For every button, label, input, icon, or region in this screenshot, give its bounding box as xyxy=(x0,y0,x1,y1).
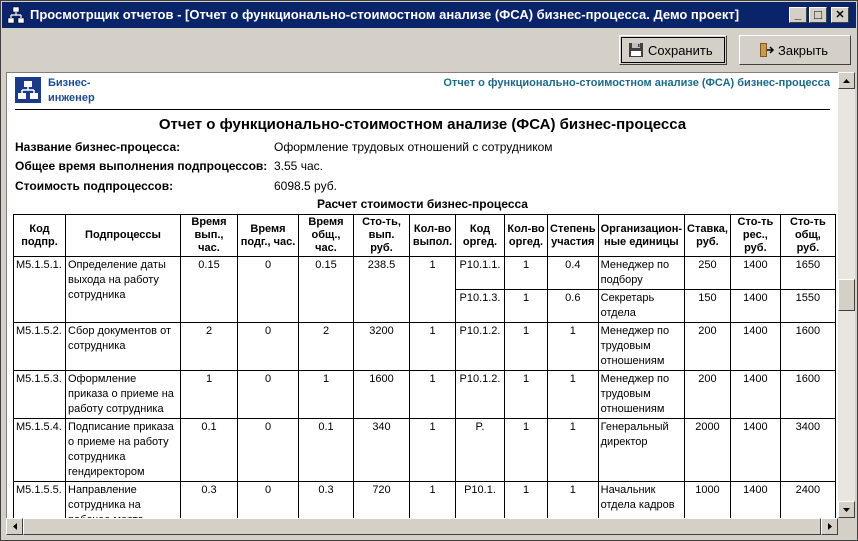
subprocess-name-cell: Определение даты выхода на работу сотрудника xyxy=(66,257,181,323)
subprocess-name-cell: Подписание приказа о приеме на работу сотрудника гендиректором xyxy=(66,419,181,482)
org-unit-code-cell: P10.1.3. xyxy=(456,290,505,323)
total-time-cell: 0.15 xyxy=(299,257,354,323)
hierarchy-icon xyxy=(7,6,25,24)
scroll-down-button[interactable] xyxy=(838,501,855,518)
horizontal-scroll-thumb[interactable] xyxy=(23,518,821,535)
org-unit-qty-cell: 1 xyxy=(505,371,548,419)
org-unit-code-cell: P10.1.1. xyxy=(456,257,505,290)
info-value: 6098.5 руб. xyxy=(274,179,337,193)
minimize-button[interactable] xyxy=(789,7,807,23)
exec-count-cell: 1 xyxy=(410,257,456,323)
org-unit-name-cell: Менеджер по подбору xyxy=(598,257,684,290)
column-header: Код подпр. xyxy=(14,215,66,257)
arrow-left-icon xyxy=(13,523,17,530)
rate-cell: 1000 xyxy=(685,482,731,530)
total-cost-cell: 1600 xyxy=(780,323,835,371)
exec-count-cell: 1 xyxy=(410,371,456,419)
exec-time-cell: 0.1 xyxy=(181,419,238,482)
prep-time-cell: 0 xyxy=(238,323,299,371)
org-unit-name-cell: Генеральный директор xyxy=(598,419,684,482)
prep-time-cell: 0 xyxy=(238,419,299,482)
rate-cell: 150 xyxy=(685,290,731,323)
resource-cost-cell: 1400 xyxy=(730,323,780,371)
resource-cost-cell: 1400 xyxy=(730,371,780,419)
column-header: Ставка, руб. xyxy=(685,215,731,257)
subprocess-code-cell: M5.1.5.3. xyxy=(14,371,66,419)
subprocess-code-cell: M5.1.5.4. xyxy=(14,419,66,482)
total-time-cell: 0.3 xyxy=(299,482,354,530)
exec-cost-cell: 340 xyxy=(354,419,410,482)
exit-door-icon xyxy=(758,42,774,58)
cost-table xyxy=(13,214,836,530)
exec-count-cell: 1 xyxy=(410,323,456,371)
resource-cost-cell: 1400 xyxy=(730,419,780,482)
report-title: Отчет о функционально-стоимостном анализе (ФСА) бизнес-процесса xyxy=(158,116,687,133)
logo-line-2: инженер xyxy=(48,92,95,104)
participation-cell: 0.4 xyxy=(548,257,599,290)
participation-cell: 0.6 xyxy=(548,290,599,323)
exec-time-cell: 0.3 xyxy=(181,482,238,530)
resource-cost-cell: 1400 xyxy=(730,290,780,323)
subprocess-code-cell: M5.1.5.2. xyxy=(14,323,66,371)
subprocess-name-cell: Сбор документов от сотрудника xyxy=(66,323,181,371)
title-bar[interactable] xyxy=(2,2,856,28)
horizontal-scrollbar[interactable] xyxy=(6,518,838,535)
org-unit-name-cell: Менеджер по трудовым отношениям xyxy=(598,371,684,419)
rate-cell: 2000 xyxy=(685,419,731,482)
exec-time-cell: 1 xyxy=(181,371,238,419)
vertical-scroll-thumb[interactable] xyxy=(838,279,855,311)
column-header: Сто-ть рес., руб. xyxy=(730,215,780,257)
subprocess-name-cell: Оформление приказа о приеме на работу сотрудника xyxy=(66,371,181,419)
exec-cost-cell: 720 xyxy=(354,482,410,530)
org-unit-name-cell: Начальник отдела кадров xyxy=(598,482,684,530)
column-header: Подпроцессы xyxy=(66,215,181,257)
column-header: Время подг., час. xyxy=(238,215,299,257)
exec-count-cell: 1 xyxy=(410,482,456,530)
maximize-icon: □ xyxy=(814,7,822,22)
exec-cost-cell: 238.5 xyxy=(354,257,410,323)
logo-text xyxy=(48,76,95,106)
total-cost-cell: 1550 xyxy=(780,290,835,323)
vertical-scrollbar[interactable] xyxy=(838,72,855,518)
table-row xyxy=(14,419,836,482)
exec-time-cell: 0.15 xyxy=(181,257,238,323)
info-label: Стоимость подпроцессов: xyxy=(15,179,174,193)
table-row xyxy=(14,371,836,419)
org-unit-qty-cell: 1 xyxy=(505,419,548,482)
save-label: Сохранить xyxy=(648,42,713,58)
total-cost-cell: 1600 xyxy=(780,371,835,419)
resource-cost-cell: 1400 xyxy=(730,257,780,290)
org-unit-qty-cell: 1 xyxy=(505,290,548,323)
close-label: Закрыть xyxy=(778,42,829,58)
save-button[interactable] xyxy=(619,35,727,65)
arrow-down-icon xyxy=(843,508,850,512)
column-header: Степень участия xyxy=(548,215,599,257)
info-label: Название бизнес-процесса: xyxy=(15,140,181,154)
participation-cell: 1 xyxy=(548,482,599,530)
rate-cell: 250 xyxy=(685,257,731,290)
column-header: Кол-во выпол. xyxy=(410,215,456,257)
close-button[interactable] xyxy=(739,35,851,65)
report-header-title: Отчет о функционально-стоимостном анализе (ФСА) бизнес-процесса xyxy=(443,77,830,89)
rate-cell: 200 xyxy=(685,371,731,419)
total-time-cell: 1 xyxy=(299,371,354,419)
column-header: Организацион-ные единицы xyxy=(598,215,684,257)
maximize-button[interactable] xyxy=(809,7,827,23)
org-unit-name-cell: Менеджер по трудовым отношениям xyxy=(598,323,684,371)
prep-time-cell: 0 xyxy=(238,482,299,530)
exec-count-cell: 1 xyxy=(410,419,456,482)
resource-cost-cell: 1400 xyxy=(730,482,780,530)
arrow-right-icon xyxy=(828,523,832,530)
org-unit-qty-cell: 1 xyxy=(505,257,548,290)
floppy-disk-icon xyxy=(628,42,644,58)
logo-line-1: Бизнес- xyxy=(48,77,91,89)
subprocess-name-cell: Направление сотрудника на xyxy=(66,482,181,530)
total-cost-cell: 3400 xyxy=(780,419,835,482)
org-unit-code-cell: P. xyxy=(456,419,505,482)
rate-cell: 200 xyxy=(685,323,731,371)
close-icon: ✕ xyxy=(835,9,845,21)
participation-cell: 1 xyxy=(548,419,599,482)
info-value: 3.55 час. xyxy=(274,159,323,173)
close-window-button[interactable] xyxy=(831,7,849,23)
total-cost-cell: 1650 xyxy=(780,257,835,290)
exec-time-cell: 2 xyxy=(181,323,238,371)
prep-time-cell: 0 xyxy=(238,257,299,323)
column-header: Сто-ть общ, руб. xyxy=(780,215,835,257)
table-caption: Расчет стоимости бизнес-процесса xyxy=(317,197,528,211)
minimize-icon: _ xyxy=(794,7,802,21)
scroll-right-button[interactable] xyxy=(821,518,838,535)
table-row xyxy=(14,323,836,371)
total-time-cell: 0.1 xyxy=(299,419,354,482)
exec-cost-cell: 1600 xyxy=(354,371,410,419)
subprocess-code-cell: M5.1.5.5. xyxy=(14,482,66,530)
info-value: Оформление трудовых отношений с сотрудником xyxy=(274,140,553,154)
org-unit-code-cell: P10.1.2. xyxy=(456,323,505,371)
business-engineer-logo-icon xyxy=(15,77,41,103)
toolbar xyxy=(2,29,856,71)
org-unit-code-cell: P10.1. xyxy=(456,482,505,530)
column-header: Время общ., час. xyxy=(299,215,354,257)
total-time-cell: 2 xyxy=(299,323,354,371)
info-label: Общее время выполнения подпроцессов: xyxy=(15,159,268,173)
arrow-up-icon xyxy=(843,79,850,83)
prep-time-cell: 0 xyxy=(238,371,299,419)
org-unit-qty-cell: 1 xyxy=(505,323,548,371)
column-header: Код оргед. xyxy=(456,215,505,257)
column-header: Время вып., час. xyxy=(181,215,238,257)
org-unit-code-cell: P10.1.2. xyxy=(456,371,505,419)
scroll-left-button[interactable] xyxy=(6,518,23,535)
participation-cell: 1 xyxy=(548,371,599,419)
report-page xyxy=(6,72,838,518)
org-unit-qty-cell: 1 xyxy=(505,482,548,530)
column-header: Сто-ть, вып. руб. xyxy=(354,215,410,257)
table-header-row xyxy=(14,215,836,257)
column-header: Кол-во оргед. xyxy=(505,215,548,257)
table-row xyxy=(14,257,836,290)
subprocess-code-cell: M5.1.5.1. xyxy=(14,257,66,323)
scroll-up-button[interactable] xyxy=(838,72,855,89)
participation-cell: 1 xyxy=(548,323,599,371)
total-cost-cell: 2400 xyxy=(780,482,835,530)
org-unit-name-cell: Секретарь отдела xyxy=(598,290,684,323)
exec-cost-cell: 3200 xyxy=(354,323,410,371)
header-divider xyxy=(15,109,830,110)
window-title: Просмотрщик отчетов - [Отчет о функционально-стоимостном анализе (ФСА) бизнес-процесса. Демо проект] xyxy=(30,7,740,22)
